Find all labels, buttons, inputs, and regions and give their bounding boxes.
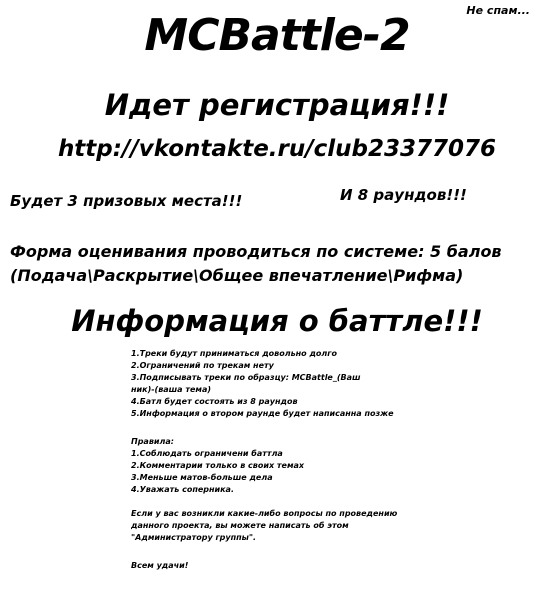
info-heading: Информация о баттле!!! [71,304,483,338]
scoring-text-line-1: Форма оценивания проводиться по системе: 5 балов [10,242,502,261]
corner-note: Не спам... [466,4,530,17]
info-item: 5.Информация о втором раунде будет написанна позже [131,409,394,418]
rule-item: 4.Уважать соперника. [131,485,234,494]
info-item: 2.Ограничений по трекам нету [131,361,274,370]
contact-line: "Администратору группы". [131,533,257,542]
prizes-text: Будет 3 призовых места!!! [10,192,243,210]
good-luck-text: Всем удачи! [131,561,189,570]
contact-text [131,508,397,544]
rule-item: 2.Комментарии только в своих темах [131,461,305,470]
group-url[interactable]: http://vkontakte.ru/club23377076 [57,136,497,162]
registration-heading: Идет регистрация!!! [104,88,450,122]
rules-title: Правила: [131,437,174,446]
info-item: ник)-(ваша тема) [131,385,211,394]
rounds-text: И 8 раундов!!! [340,186,467,204]
page-title: MCBattle-2 [144,10,410,61]
rule-item: 1.Соблюдать ограничени баттла [131,449,283,458]
info-item: 3.Подписывать треки по образцу: MCBattle_(Ваш [131,373,361,382]
info-list [131,348,394,420]
info-item: 4.Батл будет состоять из 8 раундов [131,397,298,406]
contact-line: Если у вас возникли какие-либо вопросы по проведению [131,509,398,518]
rule-item: 3.Меньше матов-больше дела [131,473,273,482]
contact-line: данного проекта, вы можете написать об этом [131,521,349,530]
rules-list [131,448,304,496]
info-item: 1.Треки будут приниматься довольно долго [131,349,337,358]
scoring-text-line-2: (Подача\Раскрытие\Общее впечатление\Рифма) [10,266,464,285]
